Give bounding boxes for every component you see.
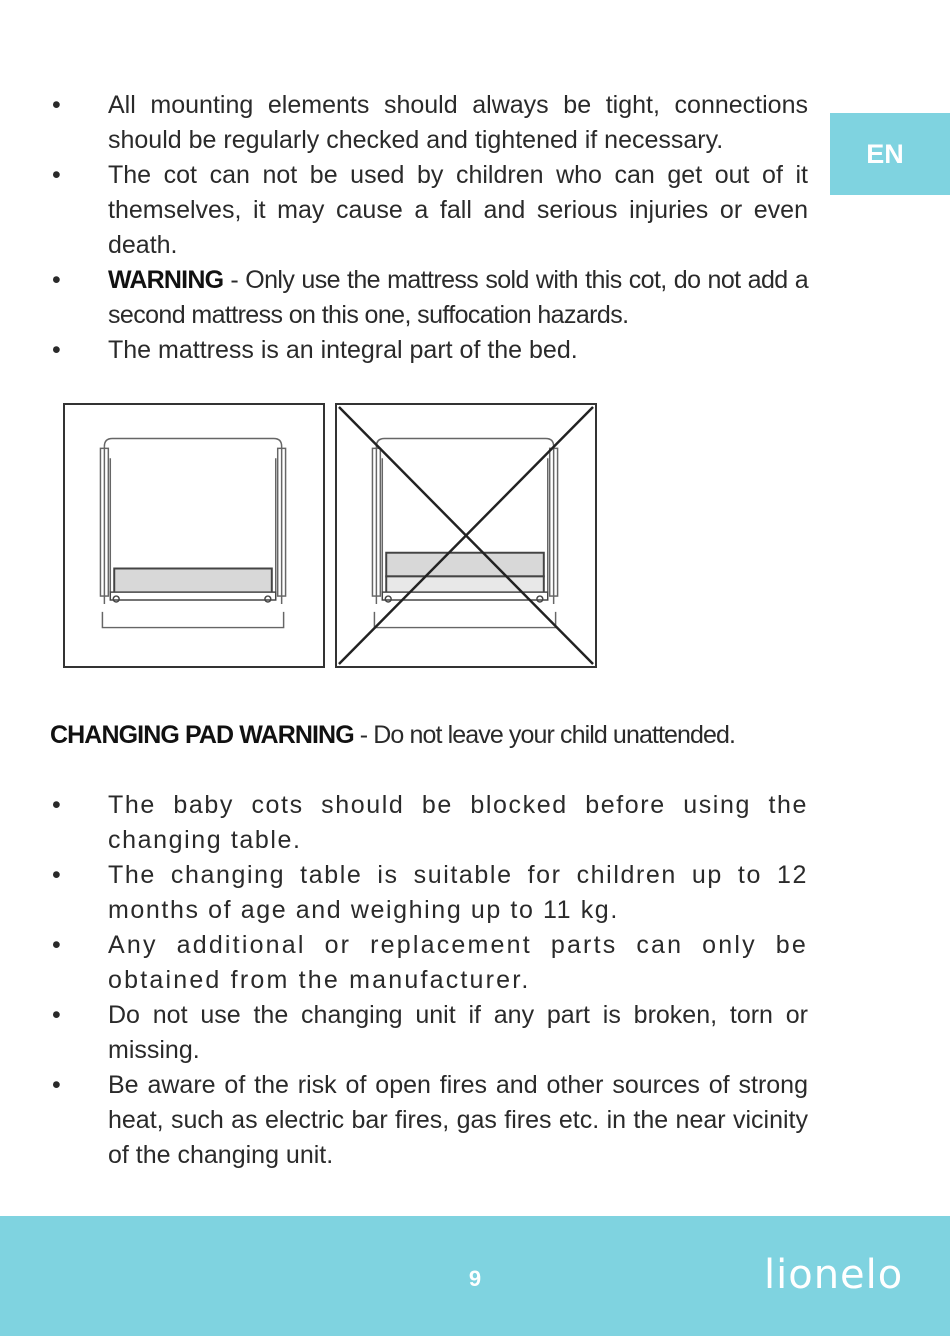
list-item-text: The baby cots should be blocked before using the changing table.: [108, 791, 808, 854]
bullet: •: [52, 931, 63, 959]
changing-table-list: [50, 788, 808, 1173]
list-item-text: The mattress is an integral part of the bed.: [108, 336, 578, 364]
bullet: •: [52, 791, 63, 819]
bullet: •: [52, 336, 61, 364]
bullet: •: [52, 266, 61, 294]
list-item: [50, 858, 808, 928]
list-item: [50, 928, 808, 998]
list-item: [50, 333, 808, 368]
warning-label: CHANGING PAD WARNING: [50, 721, 354, 749]
list-item: [50, 263, 808, 333]
list-item-text: The cot can not be used by children who can get out of it themselves, it may cause a fall and serious injuries or even death.: [108, 161, 808, 259]
list-item: [50, 1068, 808, 1173]
safety-list: [50, 88, 808, 368]
correct-mattress-illustration: [63, 403, 325, 668]
language-tab: EN: [830, 113, 950, 195]
list-item-text: Be aware of the risk of open fires and other sources of strong heat, such as electric bar fires, gas fires etc. in the near vicinity of the changing unit.: [108, 1071, 808, 1169]
list-item-text: - Only use the mattress sold with this cot, do not add a second mattress on this one, suffocation hazards.: [108, 266, 808, 329]
brand-logo: lionelo: [764, 1252, 904, 1298]
list-item: [50, 88, 808, 158]
bullet: •: [52, 1001, 61, 1029]
page-footer: [0, 1216, 950, 1336]
list-item-text: The changing table is suitable for children up to 12 months of age and weighing up to 11 kg.: [108, 861, 808, 924]
bullet: •: [52, 861, 63, 889]
bullet: •: [52, 161, 61, 189]
incorrect-mattress-illustration: [335, 403, 597, 668]
list-item-text: All mounting elements should always be tight, connections should be regularly checked and tightened if necessary.: [108, 91, 808, 154]
bullet: •: [52, 91, 61, 119]
list-item-text: Any additional or replacement parts can only be obtained from the manufacturer.: [108, 931, 808, 994]
bullet: •: [52, 1071, 61, 1099]
changing-pad-warning: [50, 718, 735, 752]
list-item: [50, 788, 808, 858]
list-item: [50, 998, 808, 1068]
list-item-text: Do not use the changing unit if any part is broken, torn or missing.: [108, 1001, 808, 1064]
warning-text: - Do not leave your child unattended.: [353, 721, 736, 749]
warning-label: WARNING: [108, 266, 224, 294]
page-number: 9: [468, 1266, 482, 1291]
list-item: [50, 158, 808, 263]
